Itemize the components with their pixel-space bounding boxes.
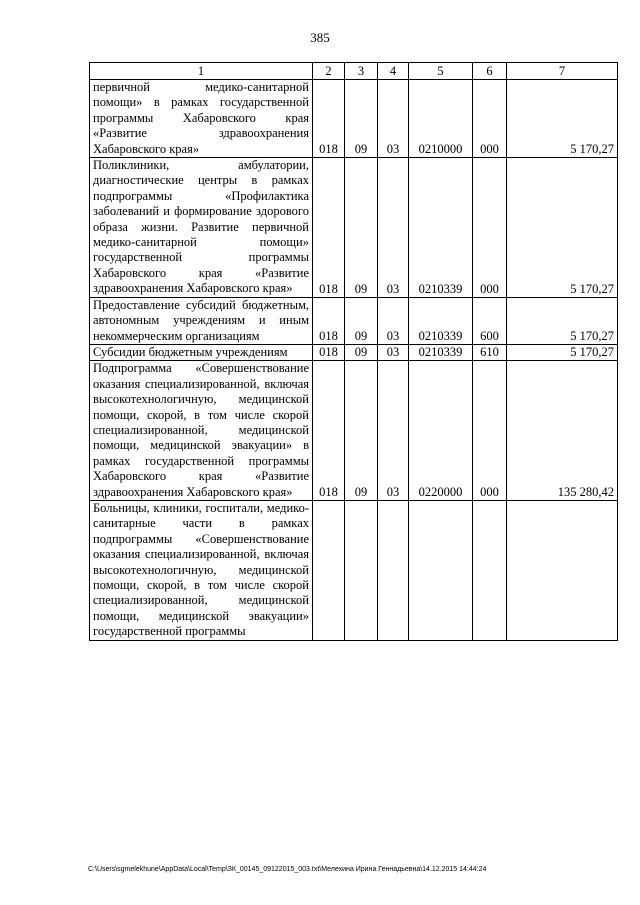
table-row — [90, 158, 618, 298]
row-col-3: 09 — [345, 297, 378, 344]
table-row — [90, 361, 618, 501]
row-col-4 — [378, 500, 409, 640]
row-col-5 — [409, 500, 473, 640]
row-col-6: 000 — [473, 80, 507, 158]
row-col-2: 018 — [313, 158, 345, 298]
row-col-2: 018 — [313, 361, 345, 501]
row-col-2: 018 — [313, 80, 345, 158]
row-col-3: 09 — [345, 80, 378, 158]
row-col-4: 03 — [378, 344, 409, 360]
header-col-2: 2 — [313, 63, 345, 80]
row-col-6: 000 — [473, 158, 507, 298]
row-col-4: 03 — [378, 361, 409, 501]
row-col-5: 0210000 — [409, 80, 473, 158]
row-col-3: 09 — [345, 361, 378, 501]
row-col-3: 09 — [345, 158, 378, 298]
row-col-3 — [345, 500, 378, 640]
row-description: Предоставление субсидий бюджетным, автономным учреждениям и иным некоммерческим организациям — [90, 297, 313, 344]
row-description: Больницы, клиники, госпитали, медико-санитарные части в рамках подпрограммы «Совершенствование оказания специализированной, включая высокотехнологичную, медицинской помощи, скорой, в том числе скорой специализированной, медицинской помощи, медицинской эвакуации» государственной программы — [90, 500, 313, 640]
table-row — [90, 80, 618, 158]
row-col-5: 0210339 — [409, 344, 473, 360]
table-row — [90, 500, 618, 640]
row-col-6: 610 — [473, 344, 507, 360]
row-col-6: 000 — [473, 361, 507, 501]
row-amount — [507, 500, 618, 640]
row-amount: 5 170,27 — [507, 344, 618, 360]
row-col-5: 0210339 — [409, 297, 473, 344]
row-col-4: 03 — [378, 297, 409, 344]
header-col-4: 4 — [378, 63, 409, 80]
row-col-2: 018 — [313, 344, 345, 360]
row-amount: 5 170,27 — [507, 158, 618, 298]
row-description: Субсидии бюджетным учреждениям — [90, 344, 313, 360]
row-amount: 5 170,27 — [507, 297, 618, 344]
header-col-6: 6 — [473, 63, 507, 80]
file-path-footer: C:\Users\sgmelekhune\AppData\Local\Temp\ЗК_00145_09122015_003.txt\Мелехина Ирина Геннадьевна\14.12.2015 14:44:24 — [88, 866, 487, 873]
table-row — [90, 344, 618, 360]
row-description: первичной медико-санитарной помощи» в рамках государственной программы Хабаровского края «Развитие здравоохранения Хабаровского края» — [90, 80, 313, 158]
header-col-7: 7 — [507, 63, 618, 80]
header-col-3: 3 — [345, 63, 378, 80]
header-col-5: 5 — [409, 63, 473, 80]
header-row — [90, 63, 618, 80]
row-amount: 5 170,27 — [507, 80, 618, 158]
row-col-2 — [313, 500, 345, 640]
row-col-4: 03 — [378, 80, 409, 158]
page-number: 385 — [310, 30, 330, 45]
row-amount: 135 280,42 — [507, 361, 618, 501]
row-col-3: 09 — [345, 344, 378, 360]
row-description: Подпрограмма «Совершенствование оказания специализированной, включая высокотехнологичную, медицинской помощи, скорой, в том числе скорой специализированной, медицинской помощи, медицинской эвакуации» в рамках государственной программы Хабаровского края «Развитие здравоохранения Хабаровского края» — [90, 361, 313, 501]
row-col-4: 03 — [378, 158, 409, 298]
row-col-6 — [473, 500, 507, 640]
row-col-5: 0220000 — [409, 361, 473, 501]
row-col-6: 600 — [473, 297, 507, 344]
table-row — [90, 297, 618, 344]
row-description: Поликлиники, амбулатории, диагностические центры в рамках подпрограммы «Профилактика заболеваний и формирование здорового образа жизни. Развитие первичной медико-санитарной помощи» государственной программы Хабаровского края «Развитие здравоохранения Хабаровского края» — [90, 158, 313, 298]
row-col-2: 018 — [313, 297, 345, 344]
row-col-5: 0210339 — [409, 158, 473, 298]
header-col-1: 1 — [90, 63, 313, 80]
budget-table — [89, 62, 618, 641]
